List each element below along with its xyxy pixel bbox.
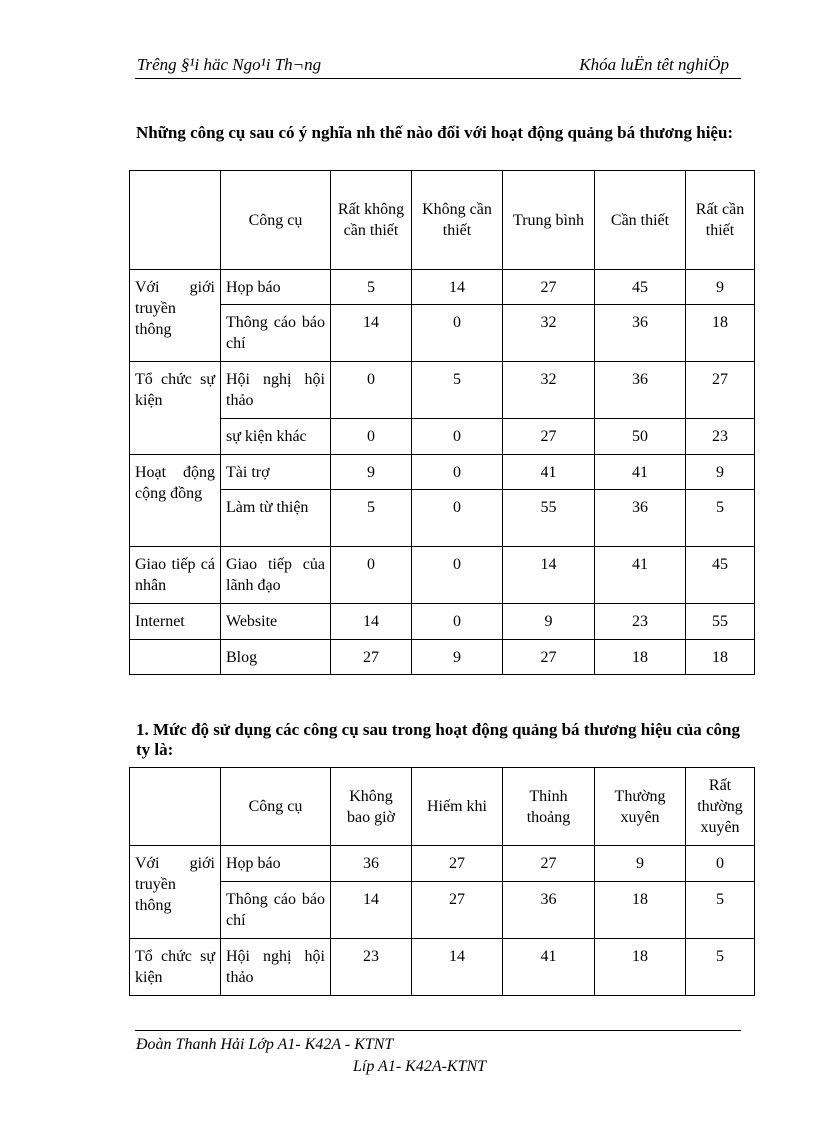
table-row [130, 270, 755, 305]
value-cell: 50 [595, 419, 686, 455]
header-cell [130, 768, 221, 846]
group-cell: Giao tiếp cá nhân [130, 547, 221, 604]
value-cell: 27 [503, 640, 595, 675]
value-cell: 45 [686, 547, 755, 604]
value-cell: 23 [595, 604, 686, 640]
table-row [130, 882, 755, 939]
value-cell: 9 [595, 846, 686, 882]
value-cell: 5 [331, 270, 412, 305]
value-cell: 5 [686, 490, 755, 547]
value-cell: 32 [503, 362, 595, 419]
value-cell: 27 [503, 419, 595, 455]
value-cell: 32 [503, 305, 595, 362]
header-cell: Cần thiết [595, 171, 686, 270]
value-cell: 9 [412, 640, 503, 675]
footer-class: Líp A1- K42A-KTNT [353, 1058, 487, 1075]
group-cell: Internet [130, 604, 221, 640]
value-cell: 0 [412, 419, 503, 455]
header-cell [130, 171, 221, 270]
value-cell: 55 [503, 490, 595, 547]
tool-cell: Tài trợ [221, 455, 331, 490]
value-cell: 41 [595, 455, 686, 490]
value-cell: 27 [503, 846, 595, 882]
table-row [130, 547, 755, 604]
header-cell: Rất thường xuyên [686, 768, 755, 846]
value-cell: 14 [331, 604, 412, 640]
usage-table [129, 767, 755, 996]
value-cell: 14 [503, 547, 595, 604]
table-row [130, 419, 755, 455]
value-cell: 14 [331, 882, 412, 939]
value-cell: 18 [595, 939, 686, 996]
value-cell: 41 [503, 939, 595, 996]
value-cell: 0 [412, 547, 503, 604]
table-row [130, 490, 755, 547]
value-cell: 23 [686, 419, 755, 455]
value-cell: 0 [331, 547, 412, 604]
value-cell: 27 [503, 270, 595, 305]
header-cell: Rất không cần thiết [331, 171, 412, 270]
table-row [130, 362, 755, 419]
value-cell: 18 [595, 882, 686, 939]
table-row [130, 846, 755, 882]
value-cell: 0 [412, 490, 503, 547]
header-cell: Thường xuyên [595, 768, 686, 846]
header-cell: Công cụ [221, 171, 331, 270]
page-footer [135, 1030, 741, 1078]
value-cell: 0 [331, 419, 412, 455]
value-cell: 27 [686, 362, 755, 419]
table-row [130, 640, 755, 675]
question-2: 1. Mức độ sử dụng các công cụ sau trong hoạt động quảng bá thương hiệu của công ty là: [136, 720, 740, 759]
value-cell: 5 [412, 362, 503, 419]
table-header-row [130, 171, 755, 270]
value-cell: 27 [412, 882, 503, 939]
header-cell: Rất cần thiết [686, 171, 755, 270]
value-cell: 9 [503, 604, 595, 640]
tool-cell: Blog [221, 640, 331, 675]
table-row [130, 939, 755, 996]
value-cell: 0 [412, 305, 503, 362]
tool-cell: Thông cáo báo chí [221, 305, 331, 362]
tool-cell: Hội nghị hội thảo [221, 939, 331, 996]
tool-cell: Giao tiếp của lãnh đạo [221, 547, 331, 604]
value-cell: 27 [331, 640, 412, 675]
value-cell: 9 [331, 455, 412, 490]
table-row [130, 604, 755, 640]
group-cell: Với giới truyền thông [130, 270, 221, 362]
header-school: Trêng §¹i häc Ngo¹i Th¬ng [137, 55, 322, 74]
value-cell: 9 [686, 455, 755, 490]
value-cell: 23 [331, 939, 412, 996]
header-cell: Hiếm khi [412, 768, 503, 846]
header-cell: Trung bình [503, 171, 595, 270]
question-1: Những công cụ sau có ý nghĩa nh thế nào đối với hoạt động quảng bá thương hiệu: [136, 123, 734, 142]
group-cell: Tổ chức sự kiện [130, 362, 221, 455]
tool-cell: Hội nghị hội thảo [221, 362, 331, 419]
value-cell: 36 [331, 846, 412, 882]
value-cell: 18 [595, 640, 686, 675]
header-cell: Thỉnh thoảng [503, 768, 595, 846]
table-row [130, 305, 755, 362]
value-cell: 14 [331, 305, 412, 362]
value-cell: 55 [686, 604, 755, 640]
value-cell: 18 [686, 305, 755, 362]
value-cell: 27 [412, 846, 503, 882]
value-cell: 36 [503, 882, 595, 939]
header-cell: Công cụ [221, 768, 331, 846]
value-cell: 5 [686, 882, 755, 939]
value-cell: 0 [686, 846, 755, 882]
value-cell: 5 [686, 939, 755, 996]
page-header [135, 54, 741, 79]
value-cell: 41 [595, 547, 686, 604]
value-cell: 36 [595, 362, 686, 419]
header-thesis: Khóa luËn têt nghiÖp [579, 55, 729, 74]
value-cell: 5 [331, 490, 412, 547]
importance-table [129, 170, 755, 675]
footer-author: Đoàn Thanh Hải Lớp A1- K42A - KTNT [136, 1036, 394, 1053]
group-cell: Hoạt động cộng đồng [130, 455, 221, 547]
tool-cell: Họp báo [221, 846, 331, 882]
tool-cell: Website [221, 604, 331, 640]
value-cell: 36 [595, 305, 686, 362]
group-cell: Tổ chức sự kiện [130, 939, 221, 996]
value-cell: 0 [331, 362, 412, 419]
tool-cell: sự kiện khác [221, 419, 331, 455]
table-header-row [130, 768, 755, 846]
value-cell: 0 [412, 604, 503, 640]
header-cell: Không bao giờ [331, 768, 412, 846]
group-cell: Với giới truyền thông [130, 846, 221, 939]
value-cell: 45 [595, 270, 686, 305]
value-cell: 36 [595, 490, 686, 547]
value-cell: 14 [412, 939, 503, 996]
value-cell: 41 [503, 455, 595, 490]
value-cell: 0 [412, 455, 503, 490]
value-cell: 18 [686, 640, 755, 675]
header-cell: Không cần thiết [412, 171, 503, 270]
tool-cell: Làm từ thiện [221, 490, 331, 547]
group-cell [130, 640, 221, 675]
value-cell: 14 [412, 270, 503, 305]
tool-cell: Họp báo [221, 270, 331, 305]
table-row [130, 455, 755, 490]
tool-cell: Thông cáo báo chí [221, 882, 331, 939]
value-cell: 9 [686, 270, 755, 305]
